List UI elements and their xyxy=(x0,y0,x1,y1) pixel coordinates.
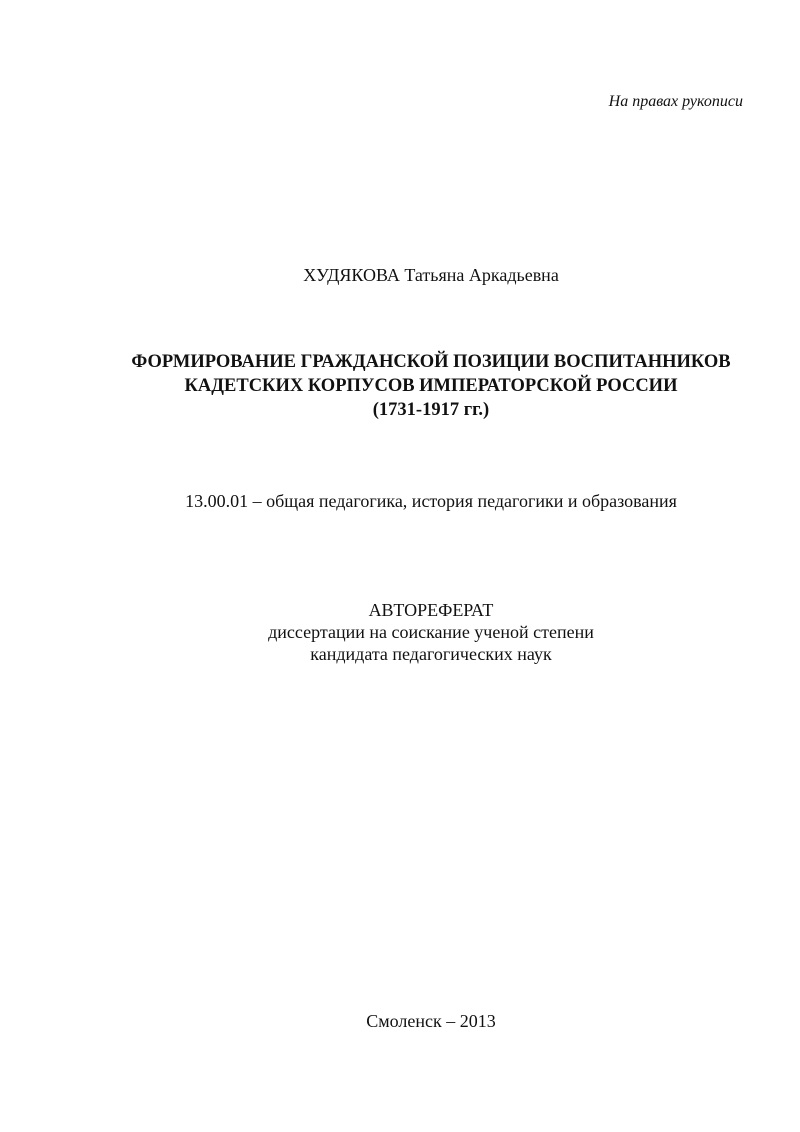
city-and-year: Смоленск – 2013 xyxy=(366,1011,496,1031)
document-type-line-2: диссертации на соискание ученой степени xyxy=(268,622,594,642)
title-line-3: (1731-1917 гг.) xyxy=(372,400,490,420)
document-type-line-3: кандидата педагогических наук xyxy=(310,644,552,664)
author-name: ХУДЯКОВА Татьяна Аркадьевна xyxy=(303,265,559,285)
dissertation-title xyxy=(0,350,800,422)
title-line-2: КАДЕТСКИХ КОРПУСОВ ИМПЕРАТОРСКОЙ РОССИИ xyxy=(184,376,678,396)
title-line-1: ФОРМИРОВАНИЕ ГРАЖДАНСКОЙ ПОЗИЦИИ ВОСПИТАННИКОВ xyxy=(131,352,731,372)
rights-notice: На правах рукописи xyxy=(608,93,743,110)
document-type-line-1: АВТОРЕФЕРАТ xyxy=(368,600,494,620)
specialty-code: 13.00.01 – общая педагогика, история педагогики и образования xyxy=(185,491,677,511)
document-type xyxy=(0,599,800,665)
